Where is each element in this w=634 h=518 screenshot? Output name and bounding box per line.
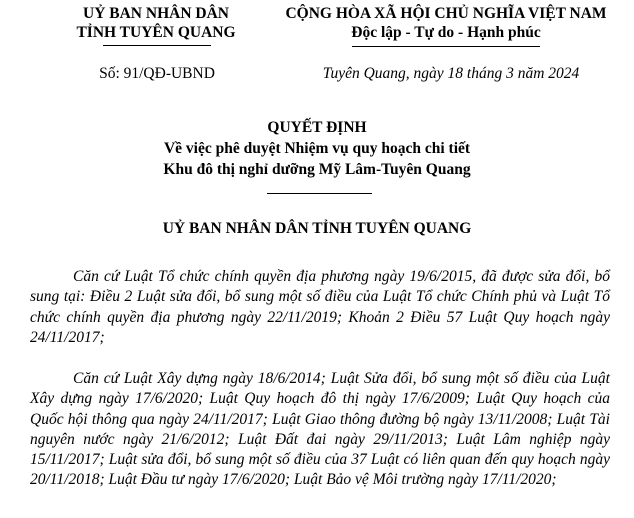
decision-heading: QUYẾT ĐỊNH <box>267 119 367 136</box>
decision-title-block <box>0 117 634 180</box>
decision-subject-line-2: Khu đô thị nghỉ dưỡng Mỹ Lâm-Tuyên Quang <box>163 161 471 178</box>
national-motto-block <box>268 4 624 42</box>
issuer-block <box>56 4 256 42</box>
legal-basis-paragraph: Căn cứ Luật Tổ chức chính quyền địa phương ngày 19/6/2015, đã được sửa đổi, bổ sung tại: Điều 2 Luật sửa đổi, bổ sung một số điều của Luật Tổ chức Chính phủ và Luật Tổ chức chính quyền địa phương ngày 22/11/2019; Khoản 2 Điều 57 Luật Quy hoạch ngày 24/11/2017; <box>30 268 610 346</box>
issuer-line-1: UỶ BAN NHÂN DÂN <box>83 5 229 22</box>
title-underline <box>267 193 372 194</box>
place-and-date: Tuyên Quang, ngày 18 tháng 3 năm 2024 <box>322 65 580 82</box>
country-name: CỘNG HÒA XÃ HỘI CHỦ NGHĨA VIỆT NAM <box>285 5 607 22</box>
issuing-authority: UỶ BAN NHÂN DÂN TỈNH TUYÊN QUANG <box>162 220 472 237</box>
legal-basis-paragraph: Căn cứ Luật Xây dựng ngày 18/6/2014; Luật Sửa đổi, bổ sung một số điều của Luật Xây dựng ngày 17/6/2020; Luật Quy hoạch đô thị ngày 17/6/2009; Luật Quy hoạch của Quốc hội thông qua ngày 24/11/2017; Luật Giao thông đường bộ ngày 13/11/2008; Luật Tài nguyên nước ngày 21/6/2012; Luật Đất đai ngày 29/11/2013; Luật Lâm nghiệp ngày 15/11/2017; Luật sửa đổi, bổ sung một số điều của 37 Luật có liên quan đến quy hoạch ngày 20/11/2018; Luật Đầu tư ngày 17/6/2020; Luật Bảo vệ Môi trường ngày 17/11/2020; <box>30 370 610 489</box>
motto-line: Độc lập - Tự do - Hạnh phúc <box>351 24 541 41</box>
motto-underline <box>352 46 540 47</box>
issuer-line-2: TỈNH TUYÊN QUANG <box>76 24 236 41</box>
decision-subject-line-1: Về việc phê duyệt Nhiệm vụ quy hoạch chi tiết <box>163 140 471 157</box>
issuer-underline <box>103 45 211 46</box>
document-number: Số: 91/QĐ-UBND <box>99 65 215 82</box>
